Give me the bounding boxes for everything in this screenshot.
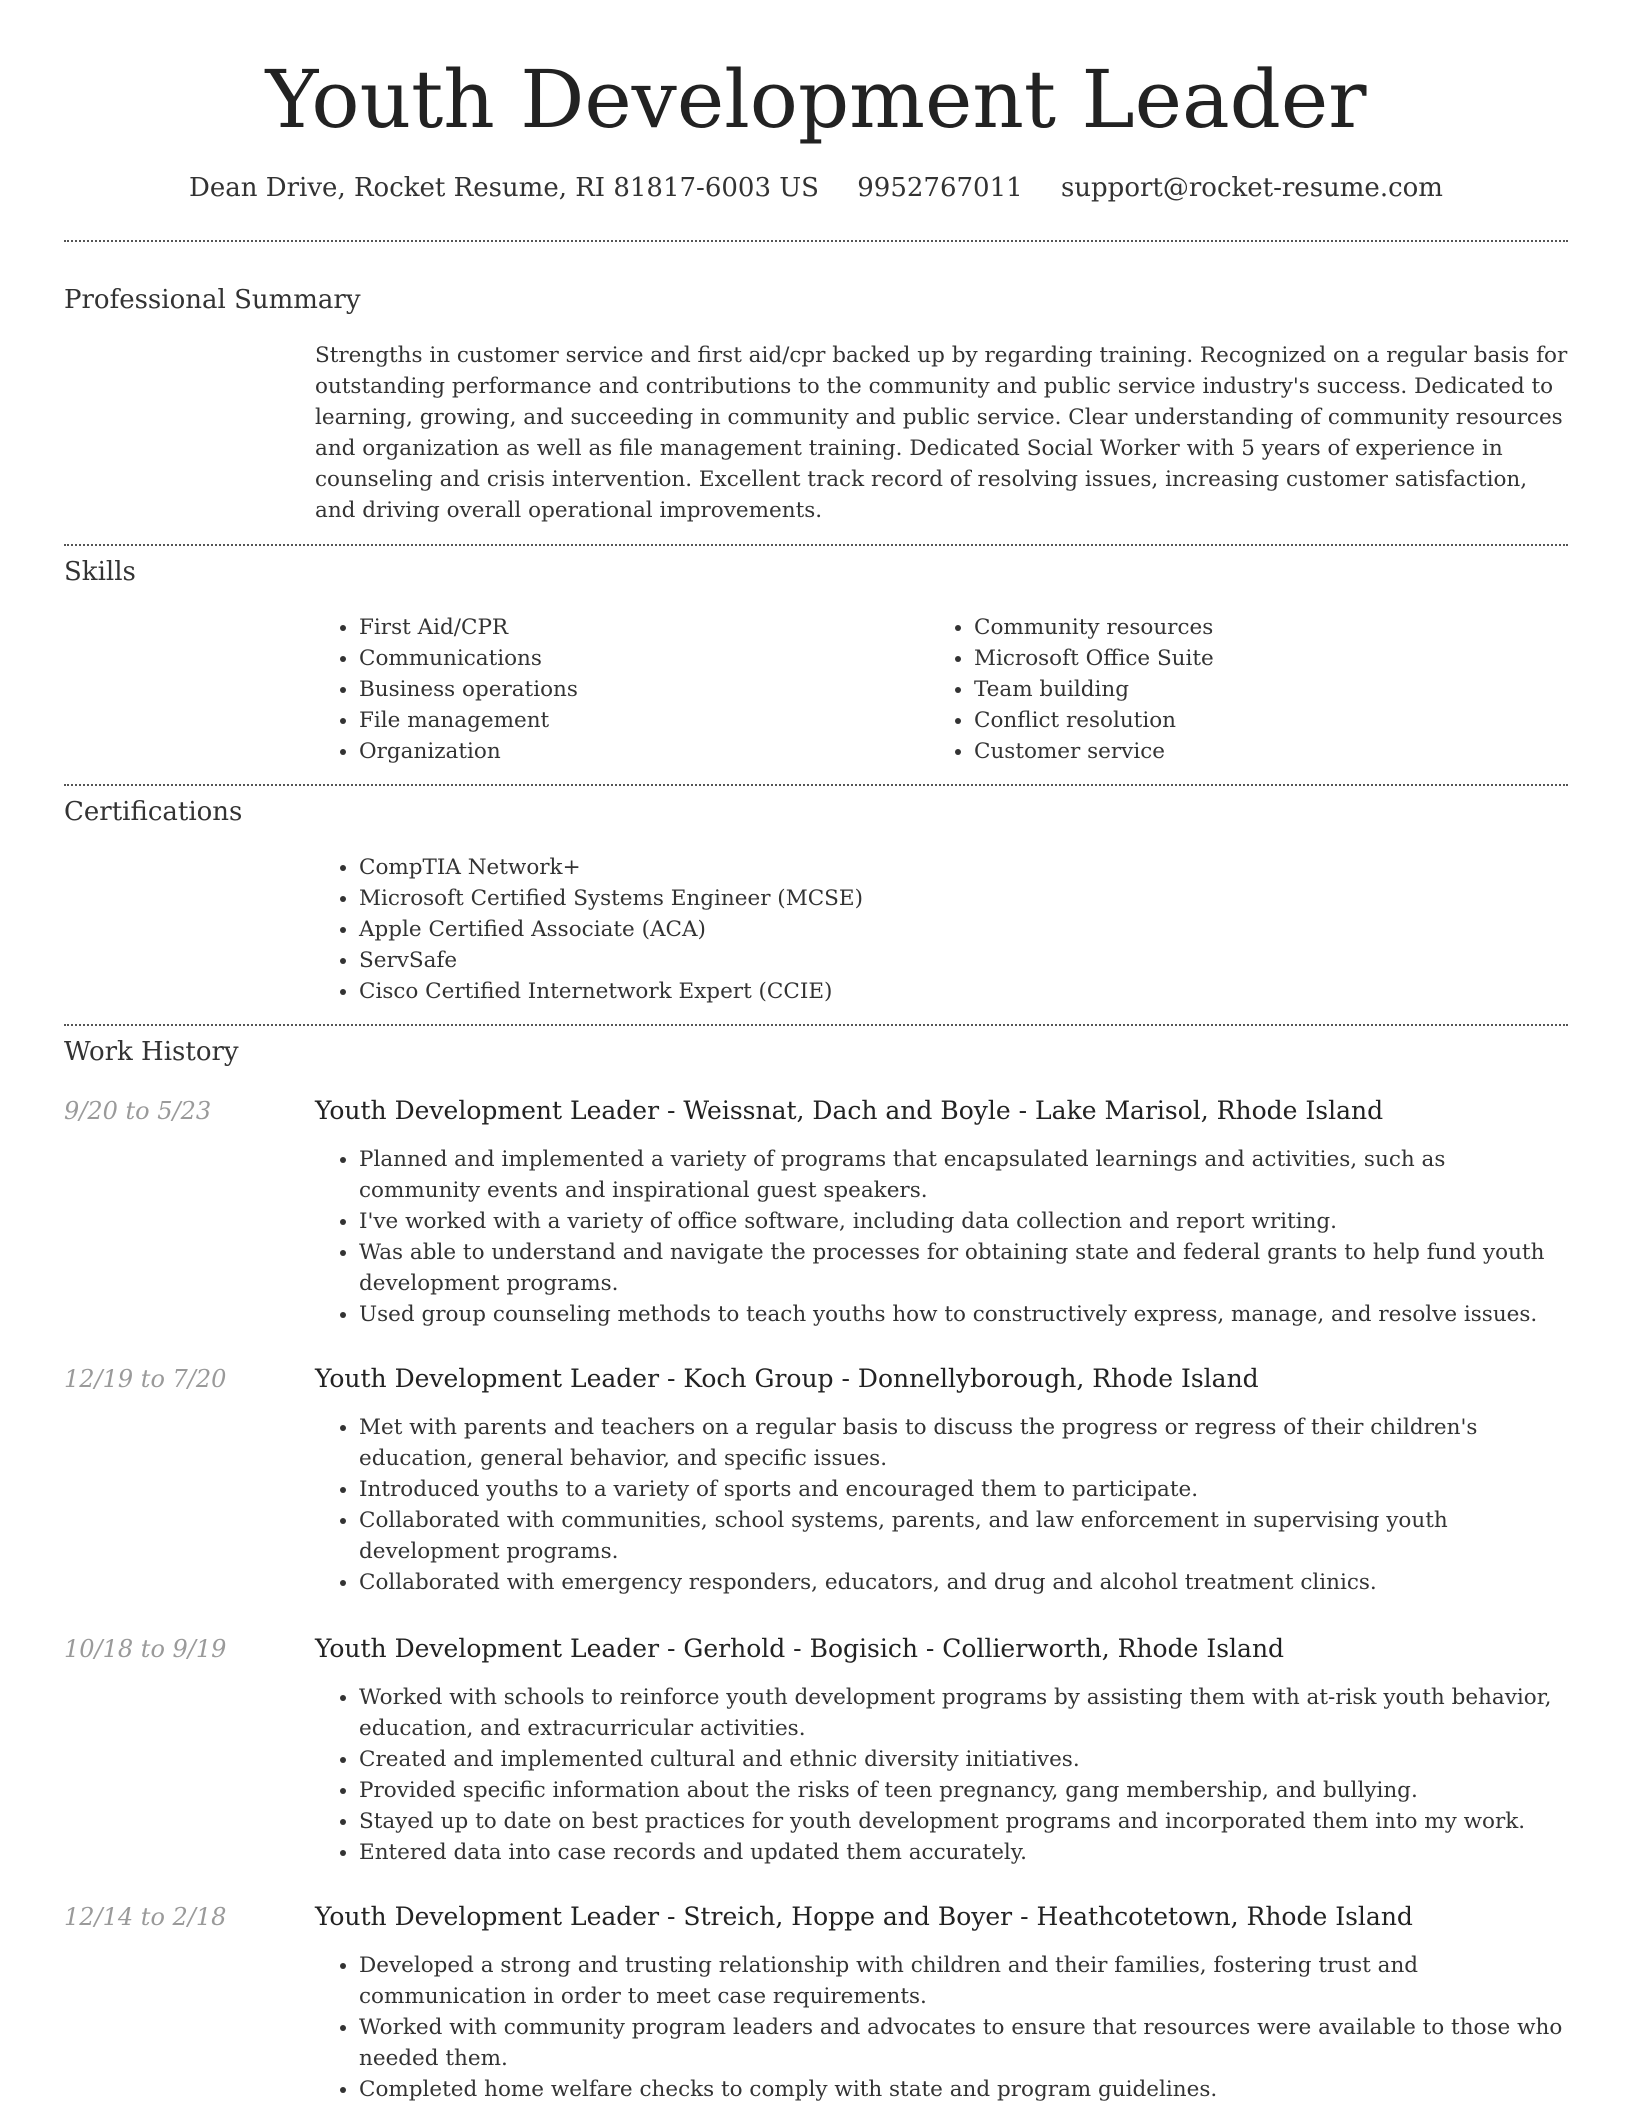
section-heading-certifications: Certifications bbox=[64, 797, 243, 827]
job-title: Youth Development Leader - Weissnat, Dach and Boyle - Lake Marisol, Rhode Island bbox=[315, 1096, 1384, 1125]
job-bullet: • Created and implemented cultural and ethnic diversity initiatives. bbox=[359, 1744, 1568, 1775]
job-title: Youth Development Leader - Gerhold - Bogisich - Collierworth, Rhode Island bbox=[315, 1634, 1285, 1663]
job-bullets bbox=[315, 1412, 1568, 1598]
job-bullet: • Worked with schools to reinforce youth development programs by assisting them with at-risk youth behavior, education, and extracurricular activities. bbox=[359, 1682, 1568, 1744]
job-bullet: • Collaborated with emergency responders, educators, and drug and alcohol treatment clinics. bbox=[359, 1567, 1568, 1598]
divider bbox=[64, 544, 1568, 546]
skill-item: • Customer service bbox=[974, 736, 1574, 767]
summary-text: Strengths in customer service and first aid/cpr backed up by regarding training. Recognized on a regular basis for outstanding performance and contributions to the community and public service industry's success. Dedicated to learning, growing, and succeeding in community and public service. Clear understanding of community resources and organization as well as file management training. Dedicated Social Worker with 5 years of experience in counseling and crisis intervention. Excellent track record of resolving issues, increasing customer satisfaction, and driving overall operational improvements. bbox=[315, 343, 1568, 523]
divider bbox=[64, 1024, 1568, 1026]
job-bullets bbox=[315, 1144, 1568, 1330]
skill-item: • Conflict resolution bbox=[974, 705, 1574, 736]
skill-item: • Team building bbox=[974, 674, 1574, 705]
job-bullet: • Provided specific information about the risks of teen pregnancy, gang membership, and bullying. bbox=[359, 1775, 1568, 1806]
skill-item: • Microsoft Office Suite bbox=[974, 643, 1574, 674]
certification-item: • Microsoft Certified Systems Engineer (MCSE) bbox=[359, 883, 1559, 914]
section-heading-summary: Professional Summary bbox=[64, 285, 361, 315]
resume-name: Youth Development Leader bbox=[265, 53, 1367, 146]
job-bullets bbox=[315, 1950, 1568, 2105]
job-bullet: • Met with parents and teachers on a regular basis to discuss the progress or regress of their children's education, general behavior, and specific issues. bbox=[359, 1412, 1568, 1474]
job-title: Youth Development Leader - Streich, Hoppe and Boyer - Heathcotetown, Rhode Island bbox=[315, 1902, 1413, 1931]
skill-item: • File management bbox=[359, 705, 919, 736]
job-dates: 12/19 to 7/20 bbox=[64, 1365, 227, 1393]
job-bullet: • Used group counseling methods to teach youths how to constructively express, manage, and resolve issues. bbox=[359, 1299, 1568, 1330]
job-bullet: • I've worked with a variety of office software, including data collection and report writing. bbox=[359, 1206, 1568, 1237]
skill-item: • Business operations bbox=[359, 674, 919, 705]
divider bbox=[64, 240, 1568, 242]
skill-item: • Community resources bbox=[974, 612, 1574, 643]
job-bullet: • Entered data into case records and updated them accurately. bbox=[359, 1837, 1568, 1868]
certification-item: • ServSafe bbox=[359, 945, 1559, 976]
job-bullet: • Worked with community program leaders and advocates to ensure that resources were available to those who needed them. bbox=[359, 2012, 1568, 2074]
job-bullet: • Stayed up to date on best practices for youth development programs and incorporated them into my work. bbox=[359, 1806, 1568, 1837]
certification-item: • CompTIA Network+ bbox=[359, 852, 1559, 883]
certifications-list bbox=[315, 852, 1559, 1007]
job-bullet: • Completed home welfare checks to comply with state and program guidelines. bbox=[359, 2074, 1568, 2105]
contact-address: Dean Drive, Rocket Resume, RI 81817-6003 US bbox=[189, 173, 819, 203]
job-bullet: • Developed a strong and trusting relationship with children and their families, fostering trust and communication in order to meet case requirements. bbox=[359, 1950, 1568, 2012]
divider bbox=[64, 784, 1568, 786]
job-title: Youth Development Leader - Koch Group - Donnellyborough, Rhode Island bbox=[315, 1364, 1259, 1393]
section-heading-work-history: Work History bbox=[64, 1037, 239, 1067]
section-heading-skills: Skills bbox=[64, 557, 136, 587]
contact-email: support@rocket-resume.com bbox=[1060, 173, 1443, 203]
contact-line bbox=[0, 170, 1632, 206]
job-bullet: • Planned and implemented a variety of programs that encapsulated learnings and activities, such as community events and inspirational guest speakers. bbox=[359, 1144, 1568, 1206]
job-bullet: • Was able to understand and navigate the processes for obtaining state and federal grants to help fund youth development programs. bbox=[359, 1237, 1568, 1299]
job-dates: 9/20 to 5/23 bbox=[64, 1097, 212, 1125]
certification-item: • Apple Certified Associate (ACA) bbox=[359, 914, 1559, 945]
contact-phone: 9952767011 bbox=[857, 173, 1023, 203]
skills-list-right bbox=[930, 612, 1574, 767]
job-dates: 10/18 to 9/19 bbox=[64, 1635, 227, 1663]
skill-item: • Organization bbox=[359, 736, 919, 767]
job-dates: 12/14 to 2/18 bbox=[64, 1903, 227, 1931]
skills-list-left bbox=[315, 612, 919, 767]
skill-item: • Communications bbox=[359, 643, 919, 674]
job-bullet: • Introduced youths to a variety of sports and encouraged them to participate. bbox=[359, 1474, 1568, 1505]
certification-item: • Cisco Certified Internetwork Expert (CCIE) bbox=[359, 976, 1559, 1007]
skill-item: • First Aid/CPR bbox=[359, 612, 919, 643]
job-bullet: • Collaborated with communities, school systems, parents, and law enforcement in supervising youth development programs. bbox=[359, 1505, 1568, 1567]
job-bullets bbox=[315, 1682, 1568, 1868]
